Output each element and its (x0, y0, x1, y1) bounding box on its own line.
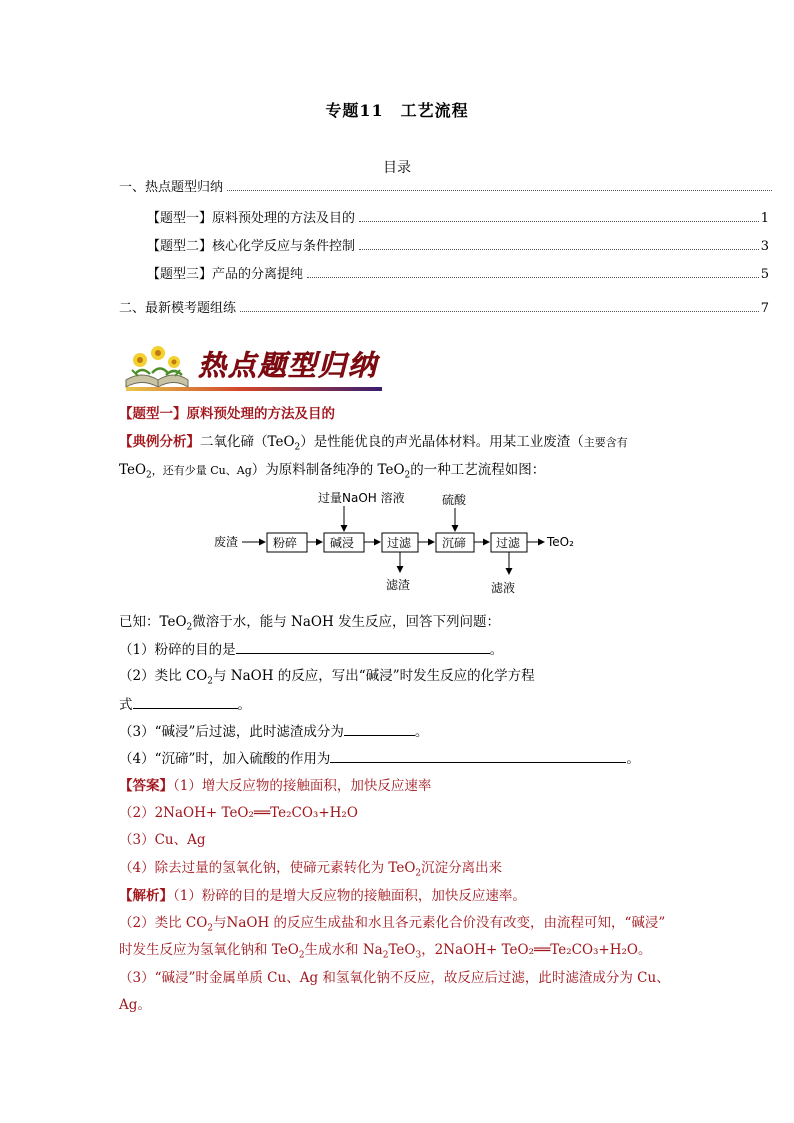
question-2-cont: 式 。 (119, 694, 251, 715)
toc-heading: 目录 (383, 160, 411, 176)
analysis-line-1: 【解析】（1）粉碎的目的是增大反应物的接触面积，加快反应速率。 (119, 888, 526, 904)
flow-reagent-label: 过量NaOH 溶液 (318, 491, 405, 505)
toc-entry-label: 【题型三】产品的分离提纯 (147, 267, 304, 282)
answer-blank[interactable] (344, 721, 415, 736)
analysis-line-5: Ag。 (119, 997, 151, 1013)
answer-line-3: （3）Cu、Ag (119, 832, 206, 848)
flow-end-label: TeO₂ (547, 535, 574, 549)
document-title: 专题11 工艺流程 (325, 101, 469, 120)
flow-reagent-label: 硫酸 (442, 493, 467, 507)
process-flow-diagram (210, 488, 590, 598)
flow-step-label: 沉碲 (442, 536, 467, 550)
toc-entry[interactable] (147, 236, 769, 254)
question-3: （3）“碱浸”后过滤，此时滤渣成分为 。 (119, 721, 428, 742)
answer-line-4: （4）除去过量的氢氧化钠，使碲元素转化为 TeO$_2$沉淀分离出来 (119, 860, 503, 879)
flow-step-label: 粉碎 (273, 536, 298, 550)
toc-entry[interactable] (119, 177, 774, 195)
toc-entry[interactable] (119, 298, 769, 316)
flow-step-label: 过滤 (387, 536, 412, 550)
toc-dots (307, 277, 759, 278)
example-line-1: 【典例分析】二氧化碲（TeO$_2$）是性能优良的声光晶体材料。用某工业废渣（主要含有 (119, 434, 628, 453)
example-tag: 【典例分析】 (119, 434, 200, 450)
toc-dots (240, 311, 759, 312)
flower-book-icon (126, 346, 188, 387)
toc-entry-page: 3 (760, 239, 769, 254)
flow-start-label: 废渣 (214, 535, 239, 549)
section-banner (120, 340, 382, 392)
flow-byproduct-label: 滤液 (491, 581, 516, 595)
answer-tag: 【答案】 (119, 778, 173, 794)
toc-dots (227, 190, 772, 191)
answer-line-1: 【答案】（1）增大反应物的接触面积，加快反应速率 (119, 778, 432, 794)
toc-entry-page: 5 (760, 267, 769, 282)
analysis-line-3: 时发生反应为氢氧化钠和 TeO$_2$生成水和 $Na_2TeO_3$，2NaOH+ TeO₂══Te₂CO₃+H₂O。 (119, 942, 652, 961)
section-heading: 【题型一】原料预处理的方法及目的 (119, 406, 335, 422)
toc-entry-label: 【题型一】原料预处理的方法及目的 (147, 211, 356, 226)
analysis-tag: 【解析】 (119, 888, 173, 904)
banner-title: 热点题型归纳 (198, 349, 379, 382)
toc-dots (359, 249, 759, 250)
flow-byproduct-label: 滤渣 (386, 578, 411, 592)
toc-entry[interactable] (147, 208, 769, 226)
analysis-line-2: （2）类比 $CO_2$与NaOH 的反应生成盐和水且各元素化合价没有改变，由流程可知，“碱浸” (119, 915, 666, 934)
toc-entry-page: 7 (760, 301, 769, 316)
banner-underline (126, 387, 382, 391)
answer-line-2: （2）2NaOH+ TeO₂══Te₂CO₃+H₂O (119, 805, 358, 821)
toc-entry-label: 【题型二】核心化学反应与条件控制 (147, 239, 356, 254)
answer-blank[interactable] (236, 639, 490, 654)
question-2: （2）类比 $CO_2$与 NaOH 的反应，写出“碱浸”时发生反应的化学方程 (119, 668, 535, 687)
flow-step-label: 过滤 (496, 536, 521, 550)
answer-blank[interactable] (330, 748, 626, 763)
toc-dots (359, 221, 759, 222)
toc-entry[interactable] (147, 264, 769, 282)
question-1: （1）粉碎的目的是 。 (119, 639, 503, 660)
toc-entry-page: 1 (760, 211, 769, 226)
toc-entry-label: 一、热点题型归纳 (119, 180, 224, 195)
question-4: （4）“沉碲”时，加入硫酸的作用为 。 (119, 748, 640, 769)
analysis-line-4: （3）“碱浸”时金属单质 Cu、Ag 和氢氧化钠不反应，故反应后过滤，此时滤渣成分为 Cu、 (119, 970, 670, 986)
answer-blank[interactable] (133, 694, 238, 709)
toc-entry-label: 二、最新模考题组练 (119, 301, 237, 316)
example-line-2: TeO$_2$，还有少量 Cu、Ag）为原料制备纯净的 TeO$_2$的一种工艺流程如图： (119, 462, 546, 481)
known-line: 已知：TeO$_2$微溶于水，能与 NaOH 发生反应，回答下列问题： (119, 614, 501, 633)
flow-step-label: 碱浸 (330, 536, 355, 550)
